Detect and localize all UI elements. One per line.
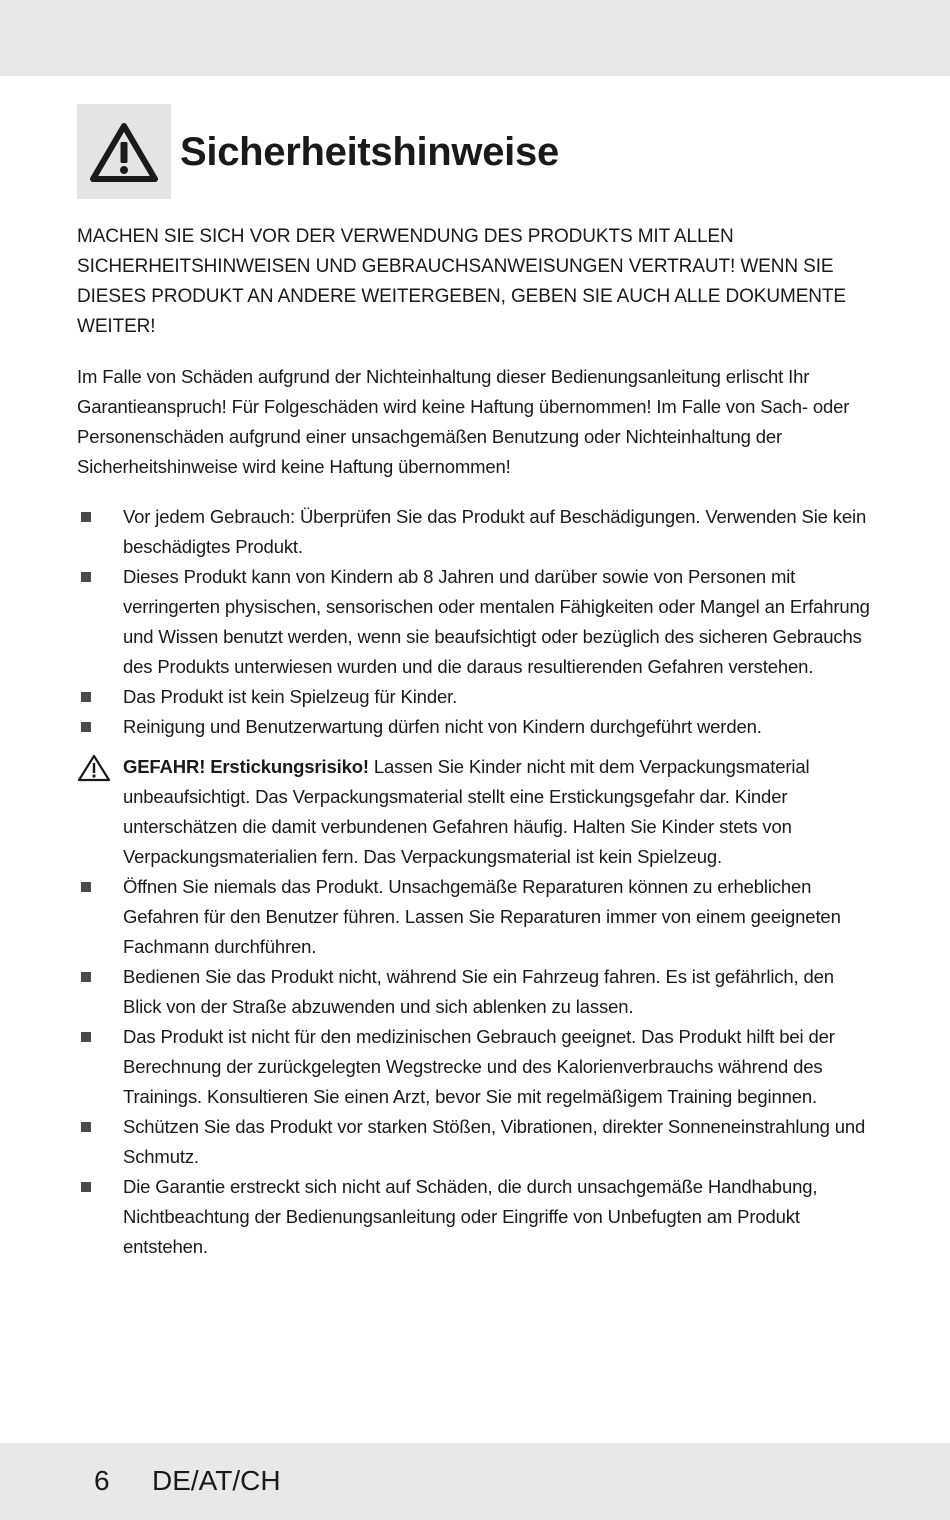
list-item xyxy=(77,712,877,742)
danger-text: Lassen Sie Kinder nicht mit dem Verpackungsmaterial unbeaufsichtigt. Das Verpackungsmaterial stellt eine Erstickungsgefahr dar. Kinder unterschätzen die damit verbundenen Gefahren häufig. Halten Sie Kinder stets von Verpackungsmaterialien fern. Das Verpackungsmaterial ist kein Spielzeug. xyxy=(123,756,810,867)
country-codes: DE/AT/CH xyxy=(152,1465,281,1496)
footer-band xyxy=(0,1443,950,1520)
list-item-text: Dieses Produkt kann von Kindern ab 8 Jahren und darüber sowie von Personen mit verringerten physischen, sensorischen oder mentalen Fähigkeiten oder Mangel an Erfahrung und Wissen benutzt werden, wenn sie beaufsichtigt oder bezüglich des sicheren Gebrauchs des Produkts unterwiesen wurden und die daraus resultierenden Gefahren verstehen. xyxy=(123,566,870,677)
square-bullet-icon xyxy=(81,1122,91,1132)
warning-triangle-icon xyxy=(77,754,111,782)
list-item xyxy=(77,1022,877,1112)
list-item-text: Bedienen Sie das Produkt nicht, während Sie ein Fahrzeug fahren. Es ist gefährlich, den Blick von der Straße abzuwenden und sich ablenken zu lassen. xyxy=(123,966,834,1017)
square-bullet-icon xyxy=(81,572,91,582)
danger-label: GEFAHR! Erstickungsrisiko! xyxy=(123,756,369,777)
square-bullet-icon xyxy=(81,1182,91,1192)
main-content xyxy=(77,222,877,1262)
top-band xyxy=(0,0,950,76)
square-bullet-icon xyxy=(81,1032,91,1042)
list-item xyxy=(77,682,877,712)
list-item-text: Das Produkt ist nicht für den medizinischen Gebrauch geeignet. Das Produkt hilft bei der Berechnung der zurückgelegten Wegstrecke und des Kalorienverbrauchs während des Trainings. Konsultieren Sie einen Arzt, bevor Sie mit regelmäßigem Training beginnen. xyxy=(123,1026,835,1107)
square-bullet-icon xyxy=(81,722,91,732)
list-item xyxy=(77,502,877,562)
list-item-text: Das Produkt ist kein Spielzeug für Kinder. xyxy=(123,686,458,707)
square-bullet-icon xyxy=(81,512,91,522)
list-item xyxy=(77,872,877,962)
list-item-text: Öffnen Sie niemals das Produkt. Unsachgemäße Reparaturen können zu erheblichen Gefahren für den Benutzer führen. Lassen Sie Reparaturen immer von einem geeigneten Fachmann durchführen. xyxy=(123,876,841,957)
warning-triangle-icon xyxy=(89,121,159,183)
square-bullet-icon xyxy=(81,972,91,982)
square-bullet-icon xyxy=(81,882,91,892)
page-title: Sicherheitshinweise xyxy=(180,130,559,174)
intro-caps-paragraph: MACHEN SIE SICH VOR DER VERWENDUNG DES PRODUKTS MIT ALLEN SICHERHEITSHINWEISEN UND GEBRAUCHSANWEISUNGEN VERTRAUT! WENN SIE DIESES PRODUKT AN ANDERE WEITERGEBEN, GEBEN SIE AUCH ALLE DOKUMENTE WEITER! xyxy=(77,226,846,337)
list-item-text: Reinigung und Benutzerwartung dürfen nicht von Kindern durchgeführt werden. xyxy=(123,716,762,737)
list-item-text: Schützen Sie das Produkt vor starken Stößen, Vibrationen, direkter Sonneneinstrahlung und Schmutz. xyxy=(123,1116,866,1167)
list-item-text: Vor jedem Gebrauch: Überprüfen Sie das Produkt auf Beschädigungen. Verwenden Sie kein beschädigtes Produkt. xyxy=(123,506,867,557)
list-item xyxy=(77,562,877,682)
warning-box xyxy=(77,104,171,199)
list-item xyxy=(77,1112,877,1172)
list-item-text: Die Garantie erstreckt sich nicht auf Schäden, die durch unsachgemäße Handhabung, Nichtbeachtung der Bedienungsanleitung oder Eingriffe von Unbefugten am Produkt entstehen. xyxy=(123,1176,818,1257)
list-item xyxy=(77,1172,877,1262)
list-item xyxy=(77,962,877,1022)
safety-list xyxy=(77,502,877,1262)
square-bullet-icon xyxy=(81,692,91,702)
danger-warning-item xyxy=(77,752,877,872)
intro-paragraph: Im Falle von Schäden aufgrund der Nichteinhaltung dieser Bedienungsanleitung erlischt Ihr Garantieanspruch! Für Folgeschäden wird keine Haftung übernommen! Im Falle von Sach- oder Personenschäden aufgrund einer unsachgemäßen Benutzung oder Nichteinhaltung der Sicherheitshinweise wird keine Haftung übernommen! xyxy=(77,366,850,477)
page-number: 6 xyxy=(94,1465,110,1496)
